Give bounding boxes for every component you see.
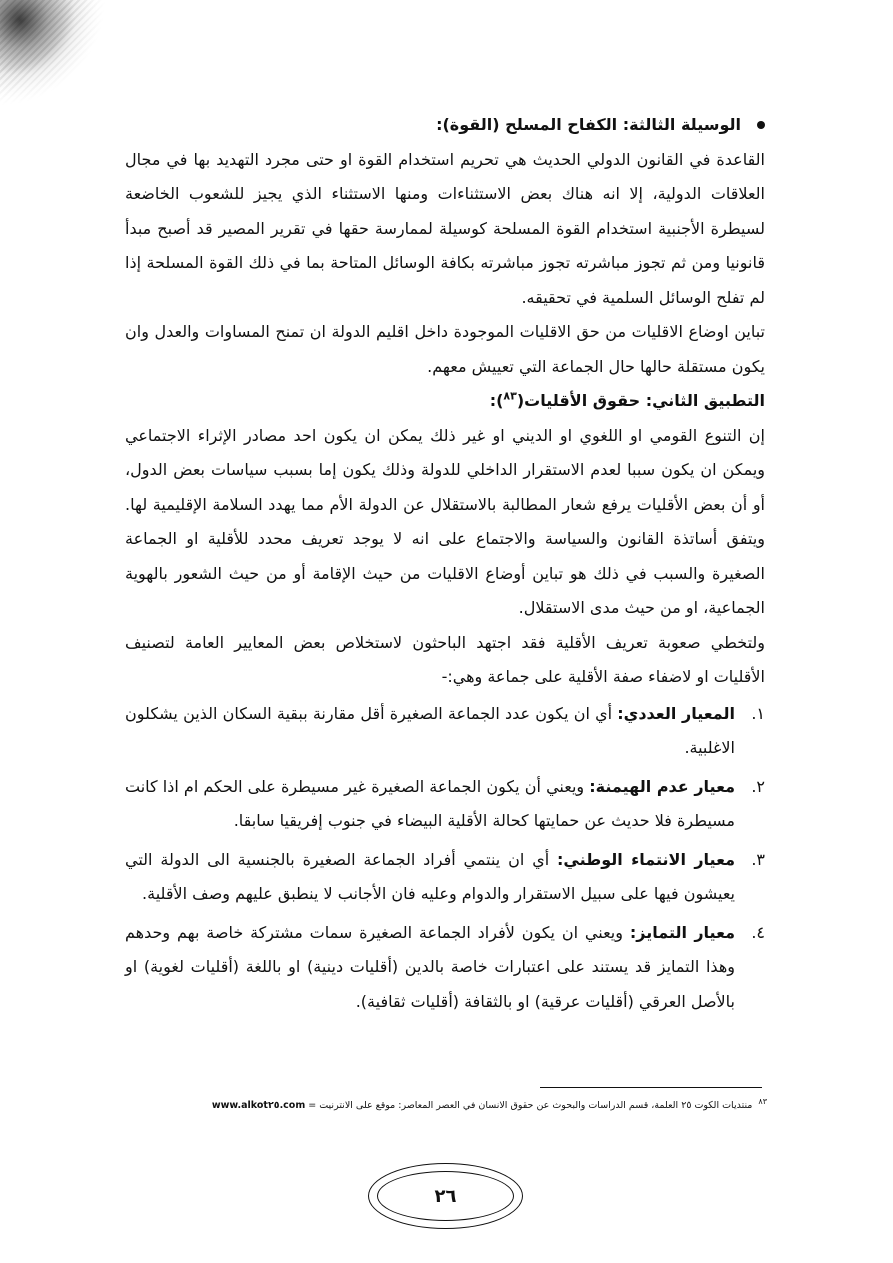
paragraph-diversity: إن التنوع القومي او اللغوي او الديني او غير ذلك يمكن ان يكون احد مصادر الإثراء الاجتماعي ويمكن ان يكون سببا لعدم الاستقرار الداخلي للدولة وذلك يكون إما بسبب سياسات بعض الدول، أو أن بعض الأقليات يرفع شعار المطالبة بالاستقلال عن الدولة الأم مما يهدد السلامة الإقليمية لها. ويتفق أساتذة القانون والسياسة والاجتماع على انه لا يوجد تعريف محدد للأقلية او الجماعة الصغيرة والسبب في ذلك هو تباين أوضاع الاقليات من حيث الإقامة أو من حيث الشعور بالهوية الجماعية، او من حيث مدى الاستقلال. — [125, 425, 765, 617]
list-item — [125, 843, 765, 912]
footnote-url: www.alkot٢٥.com — [211, 1100, 306, 1112]
list-item-number: ٤. — [751, 922, 765, 942]
page-number-inner-frame — [377, 1171, 514, 1221]
footnote-number: ٨٣ — [758, 1097, 767, 1106]
subheading-minority-rights — [125, 384, 765, 419]
list-item-term: معيار عدم الهيمنة: — [589, 776, 736, 796]
list-item-term: المعيار العددي: — [617, 703, 735, 723]
bullet-icon — [757, 121, 765, 129]
paragraph-minority-conditions: تباين اوضاع الاقليات من حق الاقليات الموجودة داخل اقليم الدولة ان تمنح المساوات والعدل وان يكون مستقلة حالها حال الجماعة التي تعييش معهم. — [125, 322, 765, 376]
list-item — [125, 697, 765, 766]
section-heading — [125, 108, 765, 143]
criteria-list — [125, 697, 765, 1020]
section-heading-text: الوسيلة الثالثة: الكفاح المسلح (القوة): — [436, 115, 741, 134]
footnote-text: منتديات الكوت ٢٥ العلمة، قسم الدراسات والبحوث عن حقوق الانسان في العصر المعاصر: موقع على الانترنيت = — [305, 1100, 753, 1112]
page-number-frame — [368, 1163, 523, 1229]
list-item-text: ويعني ان يكون لأفراد الجماعة الصغيرة سمات مشتركة خاصة بهم وحدهم وهذا التمايز قد يستند على اعتبارات خاصة بالدين (أقليات دينية) او باللغة (أقليات لغوية) او بالأصل العرقي (أقليات عرقية) او بالثقافة (أقليات ثقافية). — [125, 922, 735, 1011]
footnote-reference: ٨٣ — [503, 389, 517, 403]
list-item-number: ١. — [751, 703, 765, 723]
paragraph-armed-struggle: القاعدة في القانون الدولي الحديث هي تحريم استخدام القوة او حتى مجرد التهديد بها في مجال العلاقات الدولية، إلا انه هناك بعض الاستثناءات ومنها الاستثناء الذي يجيز للشعوب الخاضعة لسيطرة الأجنبية استخدام القوة المسلحة كوسيلة لممارسة حقها في تقرير المصير قد أصبح مبدأ قانونيا ومن ثم تجوز مباشرته تجوز مباشرته بكافة الوسائل المتاحة بما في ذلك القوة المسلحة إذا لم تفلح الوسائل السلمية في تحقيقه. — [125, 149, 765, 307]
paragraph-criteria-intro: ولتخطي صعوبة تعريف الأقلية فقد اجتهد الباحثون لاستخلاص بعض المعايير العامة لتصنيف الأقليات او لاضفاء صفة الأقلية على جماعة وهي:- — [125, 632, 765, 686]
list-item-text: ويعني أن يكون الجماعة الصغيرة غير مسيطرة على الحكم ام اذا كانت مسيطرة فلا حديث عن حمايتها كحالة الأقلية البيضاء في جنوب إفريقيا سابقا. — [125, 776, 735, 830]
subheading-suffix: ): — [489, 391, 504, 410]
list-item-number: ٣. — [751, 849, 765, 869]
page-number: ٢٦ — [434, 1185, 457, 1207]
list-item-number: ٢. — [751, 776, 765, 796]
footnote — [135, 1093, 767, 1115]
document-body — [125, 108, 765, 1023]
list-item-term: معيار التمايز: — [629, 922, 736, 942]
list-item — [125, 770, 765, 839]
list-item-term: معيار الانتماء الوطني: — [557, 849, 735, 869]
list-item-text: أي ان يكون عدد الجماعة الصغيرة أقل مقارنة ببقية السكان الذين يشكلون الاغلبية. — [125, 703, 735, 757]
list-item-text: أي ان ينتمي أفراد الجماعة الصغيرة بالجنسية الى الدولة التي يعيشون فيها على سبيل الاستقرار والدوام وعليه فان الأجانب لا ينطبق عليهم وصف الأقلية. — [125, 849, 735, 903]
footnote-divider — [540, 1087, 762, 1088]
list-item — [125, 916, 765, 1020]
subheading-text: التطبيق الثاني: حقوق الأقليات( — [516, 391, 765, 410]
scan-shadow — [0, 0, 120, 110]
